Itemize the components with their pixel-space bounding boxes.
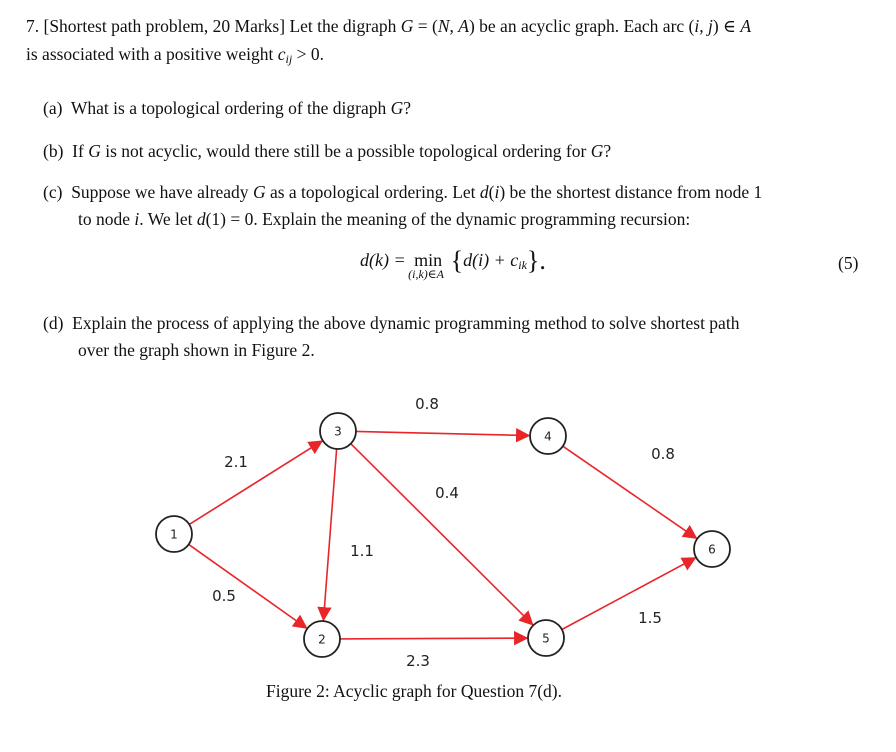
edge-5-6 (562, 558, 695, 630)
node-1 (156, 516, 192, 552)
node-5 (528, 620, 564, 656)
var-ij: i, j (694, 16, 713, 36)
equation-number: (5) (838, 253, 859, 273)
question-header: [Shortest path problem, 20 Marks] (43, 16, 286, 36)
part-c-label: (c) (43, 182, 63, 202)
var-G-c: G (252, 182, 266, 202)
var-G: G (400, 16, 414, 36)
edge-4-6 (563, 446, 697, 538)
part-c-text: Suppose we have already (71, 182, 253, 202)
in-text: ) ∈ (712, 16, 741, 36)
edge-2-5 (340, 638, 527, 639)
part-d-text-2: over the graph shown in Figure 2. (78, 340, 315, 360)
var-c: c (277, 44, 286, 64)
var-G-a: G (390, 98, 404, 118)
comma-text: , (449, 16, 459, 36)
equation-body-sub: ik (518, 258, 527, 272)
equation-min-text: min (414, 250, 443, 270)
part-c-text-3: be the shortest distance from node 1 (505, 182, 763, 202)
equals-text: = ( (413, 16, 438, 36)
node-label-6: 6 (708, 542, 716, 557)
var-G-b2: G (590, 141, 604, 161)
var-i-2: i (134, 209, 140, 229)
var-d-2: d (196, 209, 206, 229)
node-label-2: 2 (318, 632, 326, 647)
node-label-3: 3 (334, 424, 342, 439)
node-2 (304, 621, 340, 657)
question-intro-text: Let the digraph (289, 16, 397, 36)
part-c-line-1: (c) Suppose we have already G as a topological ordering. Let d(i) be the shortest distance from node 1 (43, 182, 763, 202)
part-a-label: (a) (43, 98, 63, 118)
part-c-line2-text: to node (78, 209, 135, 229)
var-i: i (494, 182, 500, 202)
var-c-sub: ij (285, 52, 293, 66)
node-4 (530, 418, 566, 454)
edge-3-4 (356, 431, 529, 435)
part-b-text: If (72, 141, 89, 161)
var-N: N (437, 16, 450, 36)
edge-3-5 (351, 444, 533, 625)
question-number: 7. (26, 16, 40, 36)
node-3 (320, 413, 356, 449)
equation-brace-open: { (450, 246, 464, 275)
edge-weight-5-6: 1.5 (638, 609, 662, 627)
node-label-1: 1 (170, 527, 178, 542)
equation-body: d(i) + c (463, 250, 519, 270)
weight-positive-text: > 0. (292, 44, 324, 64)
part-a-text: What is a topological ordering of the digraph (70, 98, 391, 118)
node-label-5: 5 (542, 631, 550, 646)
var-G-b: G (88, 141, 101, 161)
part-c-line2-text-2: . We let (139, 209, 197, 229)
equation-min-sub: (i,k)∈A (408, 267, 444, 281)
part-c-line2-text-3: (1) = 0. Explain the meaning of the dynamic programming recursion: (205, 209, 691, 229)
edge-3-2 (323, 449, 336, 620)
edge-weight-1-2: 0.5 (212, 587, 236, 605)
edge-1-2 (189, 544, 307, 628)
part-b-text-2: is not acyclic, would there still be a possible topological ordering for (100, 141, 591, 161)
part-d-text: Explain the process of applying the above dynamic programming method to solve shortest path (72, 313, 740, 333)
node-6 (694, 531, 730, 567)
part-d-label: (d) (43, 313, 64, 333)
part-b-text-end: ? (603, 141, 612, 161)
equation-lhs: d(k) = (360, 250, 406, 270)
var-A-2: A (740, 16, 752, 36)
edge-weight-3-4: 0.8 (415, 395, 439, 413)
node-label-4: 4 (544, 429, 552, 444)
edge-weight-1-3: 2.1 (224, 453, 248, 471)
part-b-label: (b) (43, 141, 64, 161)
edge-weight-3-2: 1.1 (350, 542, 374, 560)
figure-caption: Figure 2: Acyclic graph for Question 7(d). (266, 681, 562, 701)
part-c-text-2: as a topological ordering. Let (265, 182, 480, 202)
equation-brace-close: }. (526, 246, 546, 275)
edge-weight-4-6: 0.8 (651, 445, 675, 463)
question-intro-text-2: ) be an acyclic graph. Each arc ( (468, 16, 695, 36)
weight-text: is associated with a positive weight (26, 44, 278, 64)
edge-1-3 (189, 441, 322, 524)
part-a-text-end: ? (403, 98, 412, 118)
edge-weight-2-5: 2.3 (406, 652, 430, 670)
edge-weight-3-5: 0.4 (435, 484, 459, 502)
var-A: A (458, 16, 469, 36)
var-d: d (479, 182, 489, 202)
